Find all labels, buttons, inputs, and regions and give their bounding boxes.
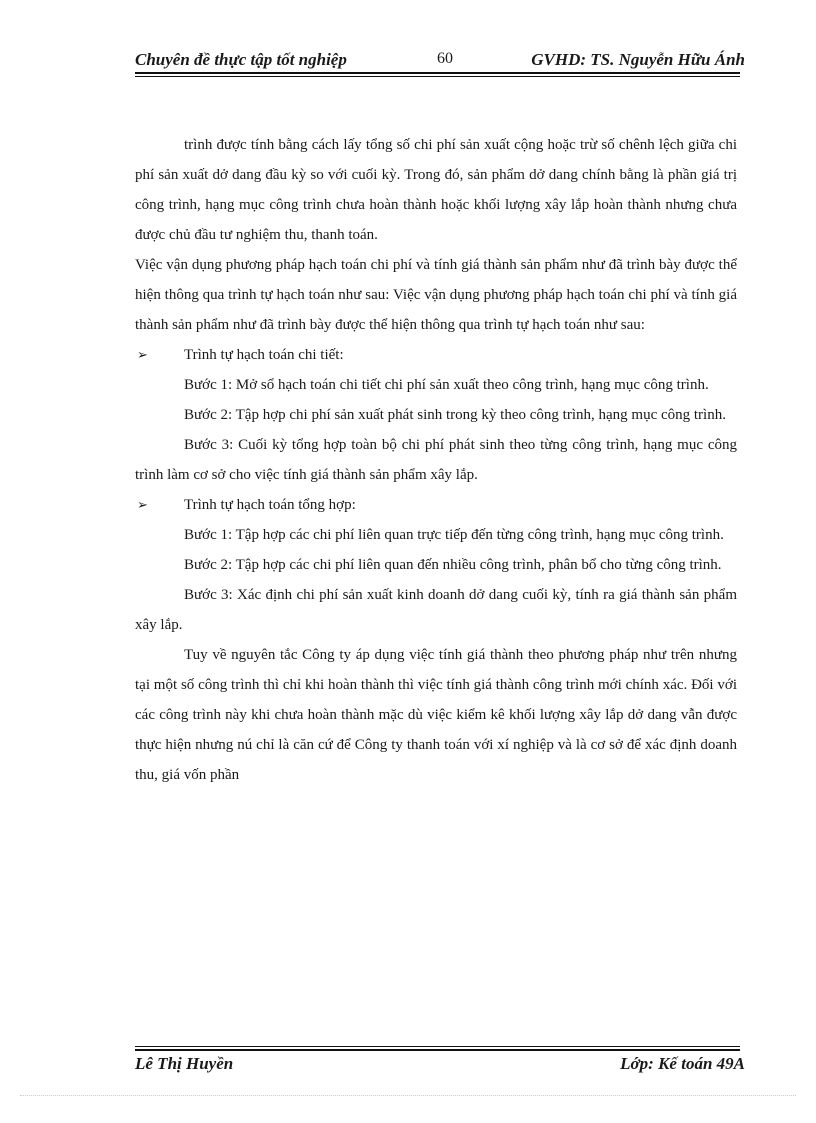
header-advisor: GVHD: TS. Nguyễn Hữu Ánh (531, 50, 745, 69)
bullet-item-summary (135, 490, 737, 520)
summary-step-1: Bước 1: Tập hợp các chi phí liên quan trực tiếp đến từng công trình, hạng mục công trình. (184, 527, 724, 543)
header-title: Chuyên đề thực tập tốt nghiệp (135, 50, 347, 69)
arrowhead-bullet-icon: ➢ (137, 497, 148, 512)
detail-step-2: Bước 2: Tập hợp chi phí sản xuất phát sinh trong kỳ theo công trình, hạng mục công trình. (184, 407, 726, 423)
detail-step-1: Bước 1: Mở sổ hạch toán chi tiết chi phí sản xuất theo công trình, hạng mục công trình. (184, 377, 709, 393)
page-number: 60 (437, 50, 453, 67)
header-rule-thick (135, 72, 740, 74)
detail-step-3: Bước 3: Cuối kỳ tổng hợp toàn bộ chi phí phát sinh theo từng công trình, hạng mục công trình làm cơ sở cho việc tính giá thành sản phẩm xây lắp. (135, 437, 737, 483)
arrowhead-bullet-icon: ➢ (137, 347, 148, 362)
page-header (135, 46, 745, 70)
bullet-item-detail (135, 340, 737, 370)
bullet-label: Trình tự hạch toán tổng hợp: (184, 497, 356, 513)
summary-step-3: Bước 3: Xác định chi phí sản xuất kinh doanh dở dang cuối kỳ, tính ra giá thành sản phẩm xây lắp. (135, 587, 737, 633)
paragraph-1: trình được tính bằng cách lấy tổng số chi phí sản xuất cộng hoặc trừ số chênh lệch giữa chi phí sản xuất dở dang đầu kỳ so với cuối kỳ. Trong đó, sản phẩm dở dang chính bằng là phần giá trị công trình, hạng mục công trình chưa hoàn thành hoặc khối lượng xây lắp hoàn thành nhưng chưa được chủ đầu tư nghiệm thu, thanh toán. (135, 137, 737, 243)
footer-rule-thick (135, 1049, 740, 1051)
summary-step-2: Bước 2: Tập hợp các chi phí liên quan đến nhiều công trình, phân bổ cho từng công trình. (184, 557, 722, 573)
page-bottom-divider (20, 1095, 796, 1096)
bullet-label: Trình tự hạch toán chi tiết: (184, 347, 344, 363)
footer-rule-thin (135, 1046, 740, 1047)
page-footer (135, 1054, 745, 1078)
footer-class: Lớp: Kế toán 49A (620, 1054, 745, 1073)
paragraph-2: Việc vận dụng phương pháp hạch toán chi phí và tính giá thành sản phẩm như đã trình bày được thể hiện thông qua trình tự hạch toán như sau: Việc vận dụng phương pháp hạch toán chi phí và tính giá thành sản phẩm như đã trình bày được thể hiện thông qua trình tự hạch toán như sau: (135, 257, 737, 333)
header-rule-thin (135, 76, 740, 77)
footer-author: Lê Thị Huyền (135, 1054, 234, 1073)
paragraph-3: Tuy về nguyên tắc Công ty áp dụng việc tính giá thành theo phương pháp như trên nhưng tại một số công trình thì chỉ khi hoàn thành thì việc tính giá thành công trình mới chính xác. Đối với các công trình này khi chưa hoàn thành mặc dù việc kiểm kê khối lượng xây lắp dở dang vẫn được thực hiện nhưng nú chỉ là căn cứ để Công ty thanh toán với xí nghiệp và là cơ sở để xác định doanh thu, giá vốn phần (135, 647, 737, 783)
document-body (135, 130, 737, 790)
